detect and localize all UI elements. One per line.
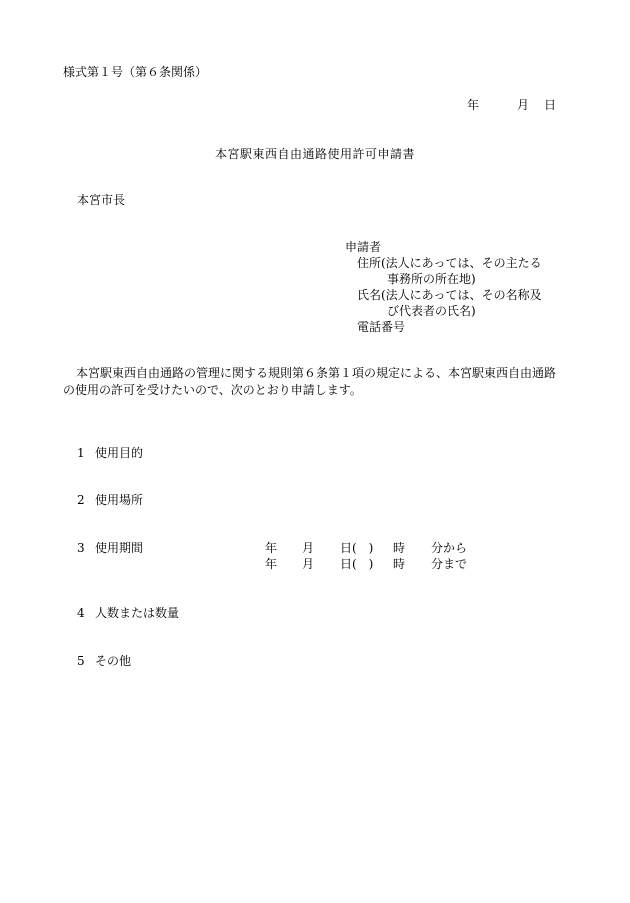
item-label: 使用場所: [95, 493, 144, 507]
item-label: 使用目的: [95, 446, 144, 460]
document-title: 本宮駅東西自由通路使用許可申請書: [214, 147, 415, 161]
item-label: 使用期間: [95, 541, 144, 555]
item-purpose: [77, 445, 143, 461]
item-label: 人数または数量: [95, 606, 180, 620]
item-period: [77, 540, 143, 556]
form-number: 様式第１号（第６条関係）: [63, 65, 208, 79]
addressee: 本宮市長: [77, 193, 126, 207]
item-label: その他: [95, 654, 132, 668]
period-start-month: 月: [302, 541, 315, 555]
period-end-hour: 時: [393, 557, 406, 571]
period-start-day: 日( ): [340, 541, 374, 555]
item-quantity: [77, 605, 179, 621]
item-number: 3: [77, 541, 85, 555]
period-start: [265, 540, 467, 556]
period-end-year: 年: [265, 557, 278, 571]
phone-label: 電話番号: [357, 320, 406, 334]
period-end: [265, 556, 467, 572]
name-label: 氏名(法人にあっては、その名称及: [357, 288, 542, 302]
period-end-month: 月: [302, 557, 315, 571]
item-number: 2: [77, 493, 85, 507]
item-number: 5: [77, 654, 85, 668]
period-start-hour: 時: [393, 541, 406, 555]
address-label: 住所(法人にあっては、その主たる: [357, 256, 542, 270]
period-end-day: 日( ): [340, 557, 374, 571]
statement-line-1: 本宮駅東西自由通路の管理に関する規則第６条第１項の規定による、本宮駅東西自由通路: [76, 366, 557, 380]
item-number: 4: [77, 606, 85, 620]
applicant-label: 申請者: [345, 240, 382, 254]
period-start-minute: 分から: [431, 541, 468, 555]
date-year-label: 年: [467, 98, 480, 112]
item-other: [77, 653, 131, 669]
applicant-block: [345, 239, 542, 335]
date-month-label: 月: [517, 98, 530, 112]
name-label-continued: び代表者の氏名): [387, 304, 476, 318]
period-start-year: 年: [265, 541, 278, 555]
period-end-minute: 分まで: [431, 557, 468, 571]
date-day-label: 日: [544, 98, 557, 112]
application-statement: [63, 365, 573, 399]
item-number: 1: [77, 446, 85, 460]
address-label-continued: 事務所の所在地): [387, 272, 476, 286]
date-line: [467, 97, 556, 113]
statement-line-2: の使用の許可を受けたいので、次のとおり申請します。: [63, 383, 362, 397]
item-location: [77, 492, 143, 508]
